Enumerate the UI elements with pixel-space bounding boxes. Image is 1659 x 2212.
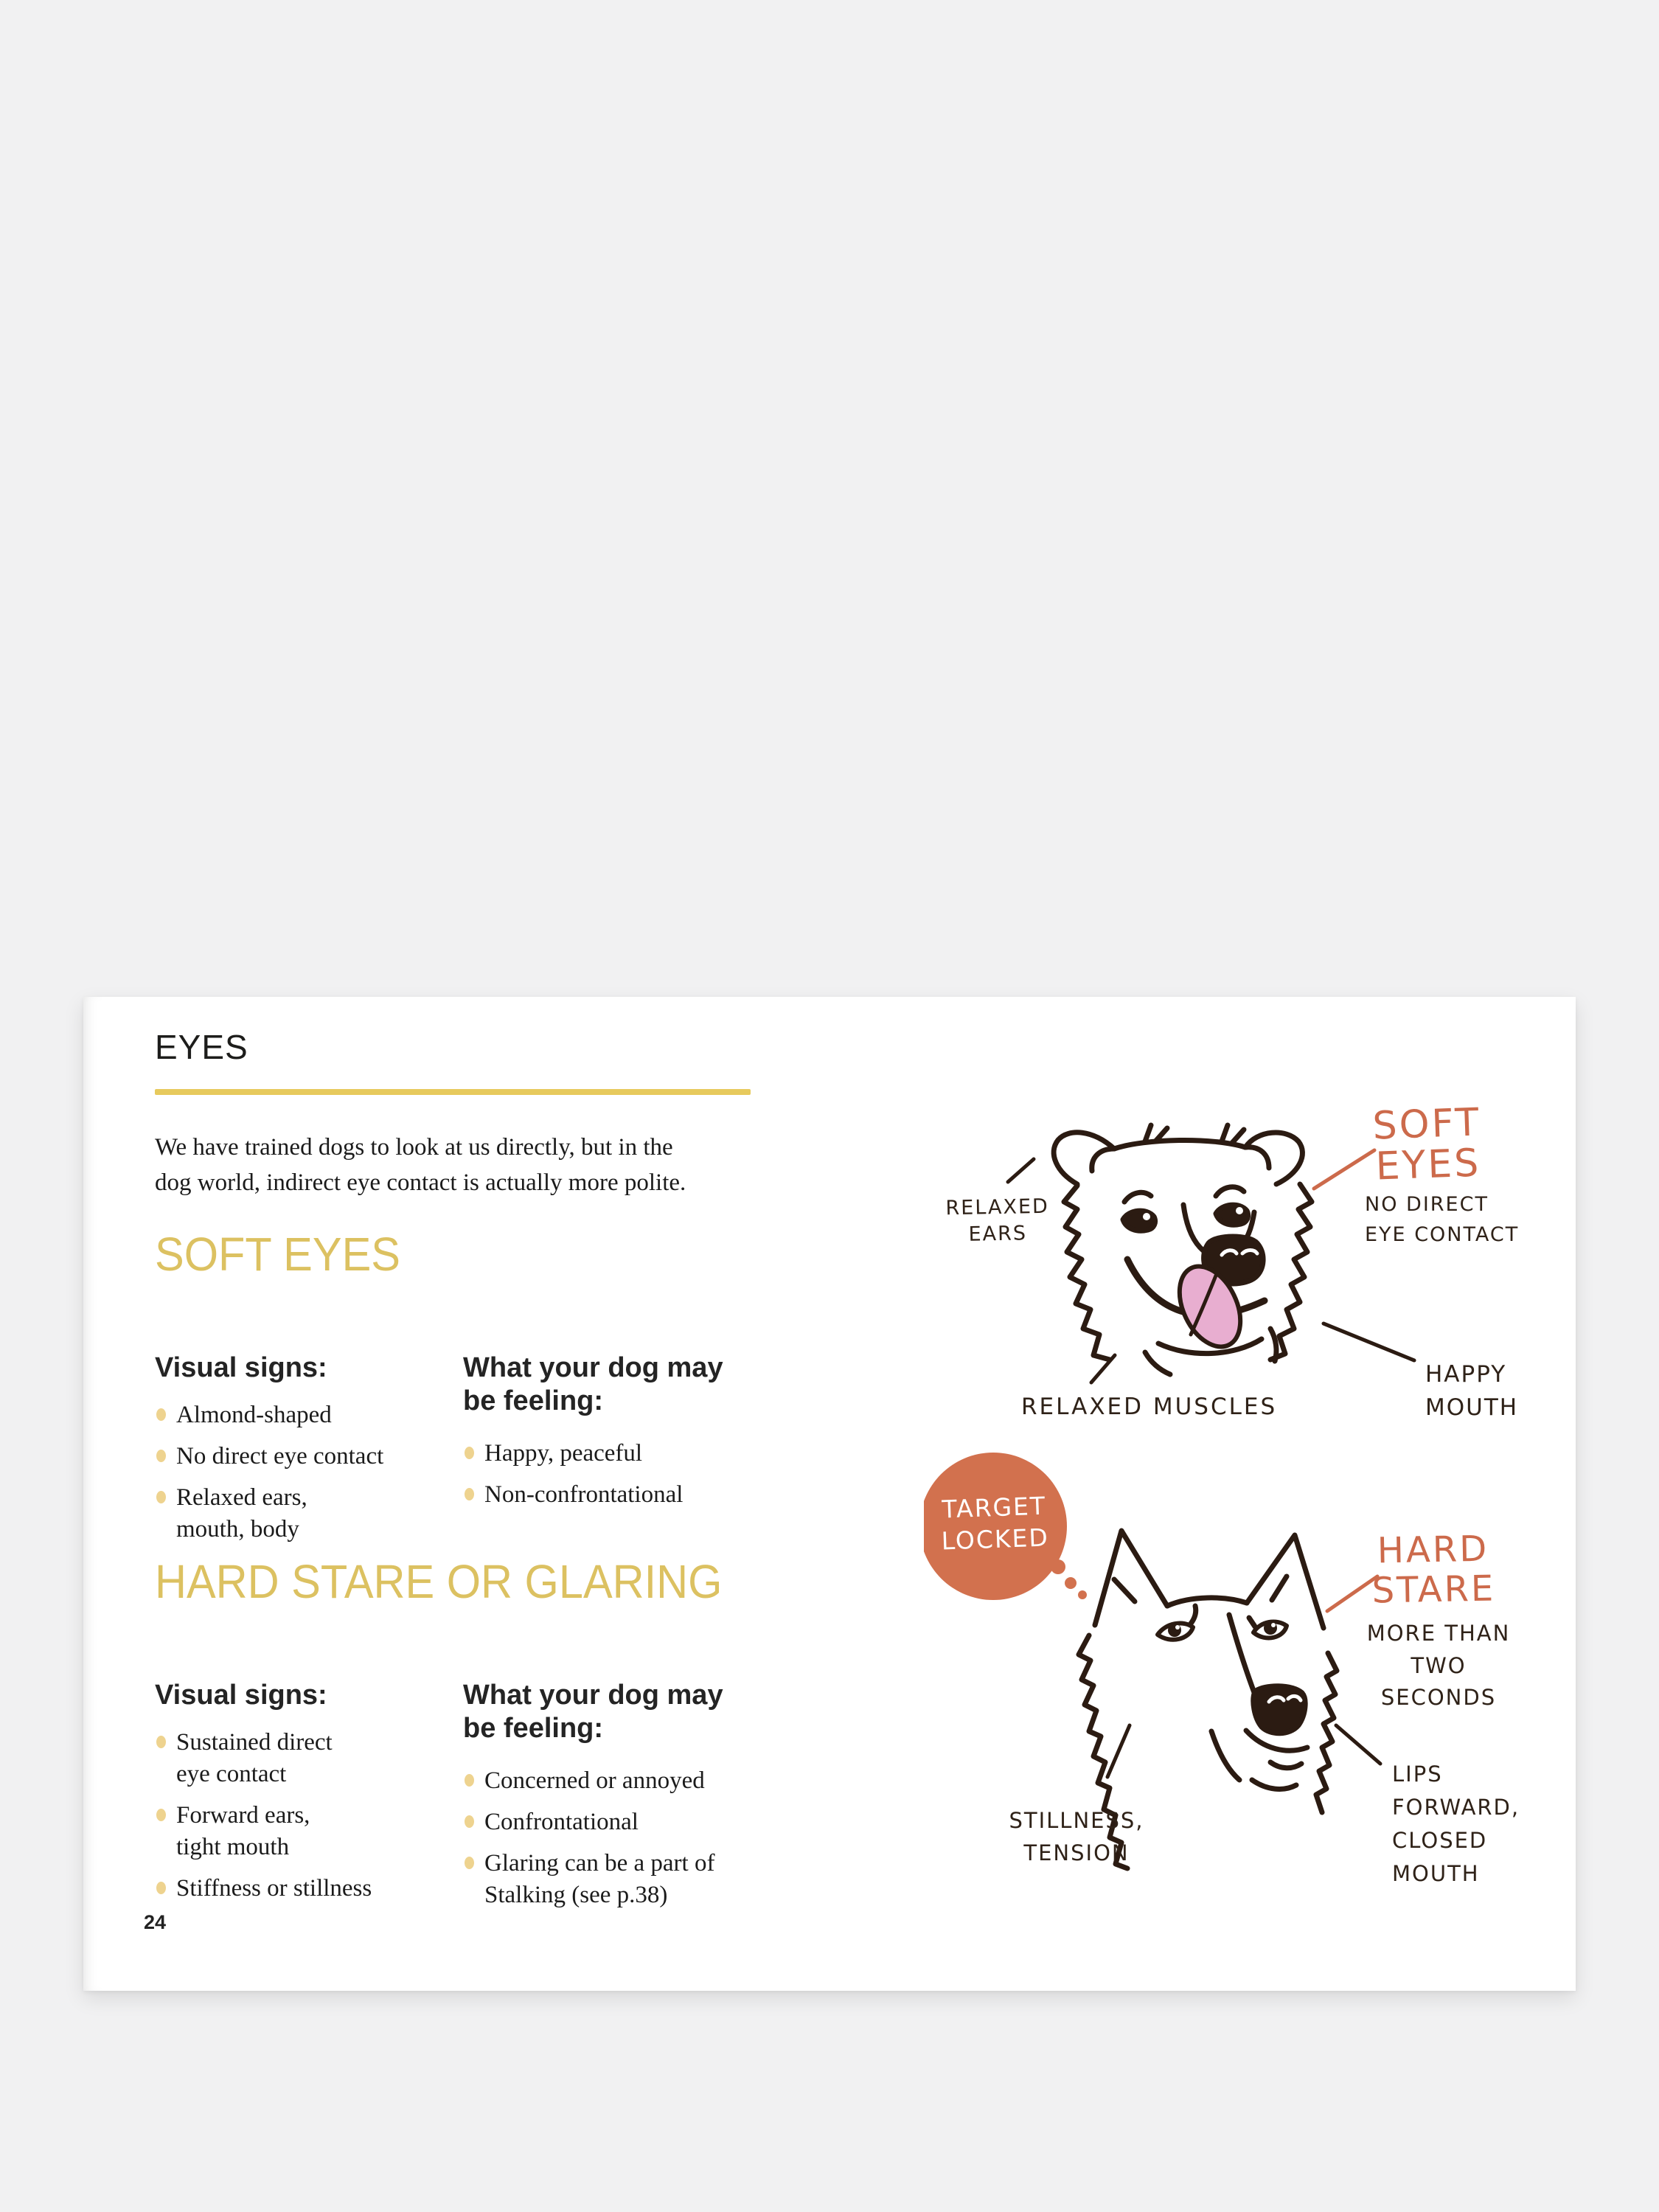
bullet-dot <box>156 1809 166 1821</box>
soft-eyes-columns <box>155 1352 773 1555</box>
stillness-leader-line <box>1107 1725 1130 1777</box>
visual-signs-column <box>155 1352 463 1555</box>
feelings-list <box>463 1438 773 1511</box>
bullet-dot <box>156 1882 166 1894</box>
visual-signs-column <box>155 1679 463 1921</box>
label-line: RELAXED <box>945 1194 1050 1220</box>
hard-dog-leader-lines <box>1107 1576 1380 1777</box>
visual-signs-title <box>155 1679 463 1713</box>
list-item-text: Confrontational <box>484 1808 639 1835</box>
list-item-text: Stiffness or stillness <box>176 1875 372 1902</box>
thought-dot <box>1065 1577 1077 1589</box>
list-item-text: Non-confrontational <box>484 1481 684 1508</box>
label-line: EYES <box>1374 1141 1482 1189</box>
list-item <box>463 1806 773 1838</box>
list-item <box>463 1479 773 1511</box>
list-item-text: Sustained direct <box>176 1729 333 1756</box>
intro-line: dog world, indirect eye contact is actually more polite. <box>155 1169 686 1196</box>
thought-dot <box>1051 1559 1065 1574</box>
list-item <box>463 1765 773 1797</box>
title-underline-rule <box>155 1089 751 1095</box>
list-item-text: No direct eye contact <box>176 1443 384 1470</box>
label-line: EARS <box>968 1222 1028 1247</box>
feelings-title-text: What your dog may <box>463 1352 723 1383</box>
page-title: EYES <box>155 1028 248 1066</box>
hard-stare-label <box>1370 1530 1497 1611</box>
bullet-dot <box>465 1447 474 1459</box>
list-item-text: Glaring can be a part of <box>484 1849 715 1877</box>
target-locked-label <box>928 1490 1062 1558</box>
section-heading-soft-eyes <box>155 1227 773 1281</box>
hard-stare-leader-line <box>1327 1576 1377 1611</box>
list-item-text: Forward ears, <box>176 1802 310 1829</box>
text-column <box>155 1030 773 1921</box>
label-line: NO DIRECT <box>1365 1193 1489 1216</box>
list-item-text: tight mouth <box>176 1834 290 1861</box>
relaxed-muscles-label <box>1021 1394 1277 1420</box>
label-line: TENSION <box>1023 1840 1130 1865</box>
lips-forward-label <box>1392 1758 1576 1891</box>
list-item <box>155 1399 463 1431</box>
more-than-two-seconds-label <box>1350 1618 1527 1714</box>
bullet-dot <box>465 1857 474 1869</box>
feelings-column <box>463 1679 773 1921</box>
list-item-text: Almond-shaped <box>176 1402 332 1429</box>
label-line: MOUTH <box>1425 1394 1519 1421</box>
feelings-list <box>463 1765 773 1911</box>
list-item-text: mouth, body <box>176 1515 299 1543</box>
happy-mouth-label <box>1425 1358 1518 1425</box>
page-number: 24 <box>144 1911 167 1933</box>
label-line: CLOSED MOUTH <box>1392 1827 1488 1886</box>
visual-signs-title-text: Visual signs: <box>155 1679 327 1711</box>
list-item <box>155 1482 463 1545</box>
label-line: RELAXED MUSCLES <box>1021 1394 1278 1420</box>
label-line: HARD <box>1377 1528 1489 1572</box>
intro-paragraph <box>155 1130 773 1201</box>
label-line: SOFT <box>1371 1100 1482 1149</box>
label-line: HAPPY <box>1425 1361 1507 1388</box>
list-item <box>155 1441 463 1472</box>
visual-signs-title <box>155 1352 463 1385</box>
list-item <box>155 1800 463 1863</box>
relaxed-ears-leader-line <box>1008 1159 1034 1182</box>
list-item <box>463 1848 773 1911</box>
feelings-title <box>463 1679 773 1746</box>
bullet-dot <box>156 1450 166 1462</box>
bullet-dot <box>465 1815 474 1828</box>
list-item-text: Concerned or annoyed <box>484 1767 705 1795</box>
list-item <box>463 1438 773 1470</box>
list-item-text: eye contact <box>176 1761 287 1788</box>
section-heading-text: HARD STARE OR GLARING <box>155 1554 723 1608</box>
section-heading-hard-stare <box>155 1554 773 1608</box>
feelings-title-text: be feeling: <box>463 1385 604 1417</box>
happy-dog-illustration <box>1054 1125 1312 1374</box>
bullet-dot <box>156 1408 166 1421</box>
feelings-title-text: be feeling: <box>463 1713 604 1745</box>
label-line: LIPS FORWARD, <box>1392 1761 1520 1820</box>
soft-eyes-label <box>1371 1102 1484 1187</box>
label-line: LOCKED <box>941 1523 1050 1556</box>
visual-signs-title-text: Visual signs: <box>155 1352 327 1383</box>
visual-signs-list <box>155 1727 463 1904</box>
hard-stare-columns <box>155 1679 773 1921</box>
list-item-text: Stalking (see p.38) <box>484 1881 668 1908</box>
label-line: TWO SECONDS <box>1380 1652 1497 1710</box>
bullet-dot <box>465 1774 474 1787</box>
list-item <box>155 1727 463 1790</box>
bullet-dot <box>465 1488 474 1500</box>
section-heading-text: SOFT EYES <box>155 1227 400 1281</box>
label-line: TARGET <box>941 1491 1047 1524</box>
bullet-dot <box>156 1491 166 1503</box>
list-item-text: Relaxed ears, <box>176 1484 307 1512</box>
intro-line: We have trained dogs to look at us directly, but in the <box>155 1134 673 1161</box>
label-line: STARE <box>1371 1568 1496 1612</box>
happy-mouth-leader-line <box>1324 1324 1414 1360</box>
feelings-title <box>463 1352 773 1419</box>
soft-eyes-leader-line <box>1314 1150 1374 1189</box>
label-line: STILLNESS, <box>1009 1808 1144 1833</box>
label-line: MORE THAN <box>1366 1621 1511 1646</box>
thought-dot <box>1078 1590 1087 1599</box>
visual-signs-list <box>155 1399 463 1545</box>
bullet-dot <box>156 1736 166 1748</box>
label-line: EYE CONTACT <box>1365 1222 1520 1246</box>
feelings-column <box>463 1352 773 1555</box>
stillness-tension-label <box>1006 1805 1147 1869</box>
list-item-text: Happy, peaceful <box>484 1439 643 1467</box>
list-item <box>155 1873 463 1905</box>
feelings-title-text: What your dog may <box>463 1679 723 1711</box>
lips-forward-leader-line <box>1336 1725 1380 1764</box>
book-page <box>83 997 1576 1991</box>
no-direct-eye-contact-label <box>1365 1190 1519 1250</box>
relaxed-ears-label <box>938 1194 1057 1250</box>
